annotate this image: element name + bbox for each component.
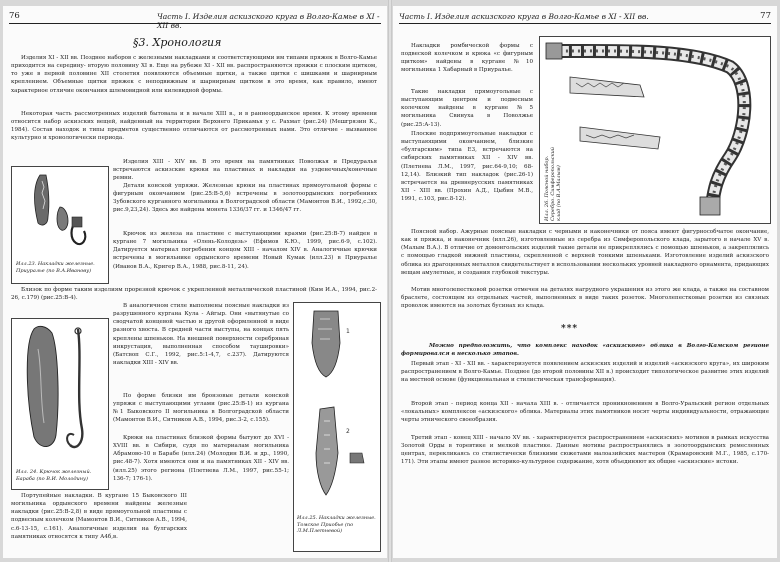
page-number: 76: [9, 11, 20, 21]
book-gutter: [388, 0, 392, 562]
iron-plaques-drawing: [12, 167, 108, 259]
paragraph: Такие накладки прямоугольные с выступающим центром и подвесным колечком найдены в кургане №5 могильника Свинуха в Поволжье (рис.25:А-13).: [401, 89, 533, 128]
paragraph: Некоторая часть рассмотренных изделий бытовала и в начале XIII в., и в раннеордынское время. К этому времени относится набор аскизских вещей, найденный на территории Верхнего Прикамья у с. Рахмат (рис.24) (Мешгрязин К., 1984). Состав находок и типы предметов существенно отличаются от рассмотренных нами. Это отличие - вызванное культурно и хронологически периода.: [11, 111, 377, 142]
paragraph: Третий этап - конец XIII - начало XV вв. - характеризуется распространением «аскизских» мотивов в рамках искусства Золотой Орды в торевтике и мелкой пластике. Данные мотивы распространялись в золотоордынских ремесленных центрах, перекликаясь со стилистически близкими сюжетами малоазийских мастеров (Крамаровский М.Г., 1985, с.170-171). Эти этапы имеют разное историко-культурное содержание, хотя объединяют их общие «аскизские» истоки.: [401, 435, 769, 466]
paragraph: Детали конской упряжи. Железные крюки на пластинах прямоугольной формы с фигурным окончанием (рис.25:В-5,6) встречены в золотоордынских погребениях Зубовского курганного могильника в Волгоградской области (Мамонтов В.И., 1992,с.30, рис.9,23,24). Здесь же найдена монета 1336/37 гг. и 1346/47 гг.: [113, 183, 377, 214]
paragraph: Близок по форме таким изделиям прорезной крючок с укрепленной металлической пластиной (Ким И.А., 1994, рис.2-26, с.179) (рис.25:В-4).: [11, 287, 377, 302]
section-heading: §3. Хронология: [133, 36, 222, 49]
paragraph: Изделия XIII - XIV вв. В это время на памятниках Поволжья и Предуралья встречаются аскизские крюки на пластинах и накладки на узденечных/конечные ремни.: [113, 159, 377, 182]
paragraph: Изделия XI - XII вв. Позднее наборов с железными накладками и соответствующими им типами пряжек в Волго-Камье приходится на середину- вторую половину XI в. Еще на рубеже XI - XII вв. распространяются пряжки с плоским щитком, то уже в первой половине XII столетия появляются объемные щитки, а также щитки с шишками и шарнирным креплением. Объемные щитки пряжек с неподвижным и шарнирным щитком в это время, как правило, имеют характерное отличие окончания шлемовидной или килевидной формы.: [11, 55, 377, 94]
iron-hook-drawing: [12, 319, 108, 467]
paragraph: Портупейные накладки. В кургане 15 Быковского III могильника ордынского времени найдены железные накладки (рис.25:В-2,8) в виде прямоугольной пластины с подвесным колечком (Мамонтов В.И., Ситников А.В., 1994, с.6-13-15, с.161). Аналогичные изделия на булгарских памятниках относятся к типу А4б,в.: [11, 493, 187, 540]
page-number: 77: [760, 11, 771, 21]
paragraph: Накладки ромбической формы с подвеской колечком и крюка «с фигурным щитком» найдены в кургане №10 могильника 1 Хабарный в Приуралье.: [401, 43, 533, 74]
svg-text:1: 1: [346, 328, 350, 335]
paragraph: В аналогичном стиле выполнены поясные накладки из разрушенного кургана Кула - Айгыр. Они «вытянутые со сводчатой концевой частью и другой оформленной в виде разного хвоста. В средней части выступы, на концах пять креплены шпеньков. На внешней поверхности серебряная инкрустация, выполненная способом таушировки» (Батсвоп С.Г., 1992, рис.5:1-4,7, с.237). Датируются накладки XIII - XIV вв.: [113, 303, 289, 367]
figure-25: [293, 302, 381, 552]
figure-caption: Илл. 26. Поясной набор. Серебро. Симферопольский клад (по В.А.Малым): [544, 146, 562, 221]
figure-24: [11, 318, 109, 490]
silver-belt-set-drawing: [540, 37, 752, 221]
svg-text:2: 2: [346, 428, 350, 435]
right-running-header: [399, 10, 771, 24]
left-page: [3, 6, 387, 558]
conclusion-heading: Можно предположить, что комплекс находок «аскизского» облика в Волго-Камском регионе формировался в несколько этапов.: [401, 343, 769, 358]
running-title: Часть I. Изделия аскизского круга в Волго-Камье в XI - XII вв.: [399, 12, 649, 21]
left-running-header: [9, 10, 381, 30]
figure-23: [11, 166, 109, 284]
figure-caption: Илл. 24. Крючок железный. Бараба (по В.И. Молодину): [16, 469, 92, 482]
figure-caption: Илл.23. Накладки железные. Приуралье (по В.А.Иванову): [16, 261, 95, 274]
paragraph: Мотив многолепестковой розетки отмечен на деталях нагрудного украшения из этого же клада, а также на составном браслете, состоящем из отдельных частей, выполненных в виде таких розеток. Многолепестковые розетки из связных проволок имеются на золотых бусинах из клада.: [401, 287, 769, 310]
paragraph: Второй этап - период конца XII - начала XIII в. - отличается проникновением в Волго-Уральский регион отдельных «локальных» комплексов «аскизского» облика. Материалы этих памятников носят черты индивидуальности, отражающие черты этнического своеобразия.: [401, 401, 769, 424]
paragraph: Плоские подпрямоугольные накладки с выступающими окончанием, близкие «булгарским» типа Е3, встречаются на сибирских памятниках XII - XIV вв. (Плетнева Л.М., 1997, рис.64-9,10; 68-12,14). Близкий тип накладок (рис.26-1) встречается на древнерусских памятниках XII - XIII вв. (Прохин А.Д., Цыбин М.В., 1991, с.103, рис.8-12).: [401, 131, 533, 203]
paragraph: Поясной набор. Ажурные поясные накладки с черными и наконечники от пояса имеют фигурнособчатое окончание, как и пряжка, и наконечник (илл.26), изготовленные из серебра из Симферопольского клада, зарытого в начале XV в. (Малым В.А.). В отличие от домонгольских изделий такие детали не прикреплялись с помощью шпеньков, а закреплялись с помощью гладкой нижней пластины, скрепленной с верхней тонкими шпеньками. Изготовление изделий аскизского облика из драгоценных металлов свидетельствует в использовании нескольких уровней накладного орнамента, придающих вещам амулетные, и создания глубокой текстуры.: [401, 229, 769, 276]
section-break-stars: ***: [561, 324, 579, 334]
running-title: Часть I. Изделия аскизского круга в Волго-Камье в XI - XII вв.: [157, 12, 380, 30]
iron-plaques-drawing: [294, 303, 380, 511]
paragraph: По форме близки им бронзовые детали конской упряжи с выступающими углами (рис.25:В-1) из кургана №1 Быковского II могильника в Волгоградской области (Мамонтов В.И., Ситников А.В., 1994, рис.3-2, с.155).: [113, 393, 289, 424]
figure-26: [539, 36, 771, 224]
paragraph: Первый этап - XI - XII вв. - характеризуется появлением аскизских изделий и изделий «аскизского круга», их широким распространением в Волго-Камье. Позднее (до второй половины XII в.) происходит типологическое развитие этих изделий на местной основе (функциональная и стилистическая трансформация).: [401, 361, 769, 384]
right-page: [393, 6, 777, 558]
figure-caption: Илл.25. Накладки железные. Томское Приобье (по Л.М.Плетневой): [297, 515, 376, 535]
paragraph: Крюки на пластинах близкой формы бытуют до XVI - XVIII вв. в Сибири, судя по материалам могильника Абрамово-10 в Барабе (илл.24) (Молодин В.И. и др., 1990, рис.48-7). Хотя имеются они и на памятниках XII - XIV вв. (илл.25) этого региона (Плетнева Л.М., 1997, рис.55-1; 136-7; 176-1).: [113, 435, 289, 482]
paragraph: Крючок из железа на пластине с выступающими краями (рис.25:В-7) найден в кургане 7 могильника «Олень-Колодезь» (Ефимов К.Ю., 1999, рис.6-9, с.102). Датируется материал погребения концом XIII - началом XIV в. Аналогичные крючки встречены в могильнике ордынского времени Новый Кумак (илл.23) в Приуралье (Иванов В.А., Кригер В.А., 1988, рис.8-11, 24).: [113, 231, 377, 270]
